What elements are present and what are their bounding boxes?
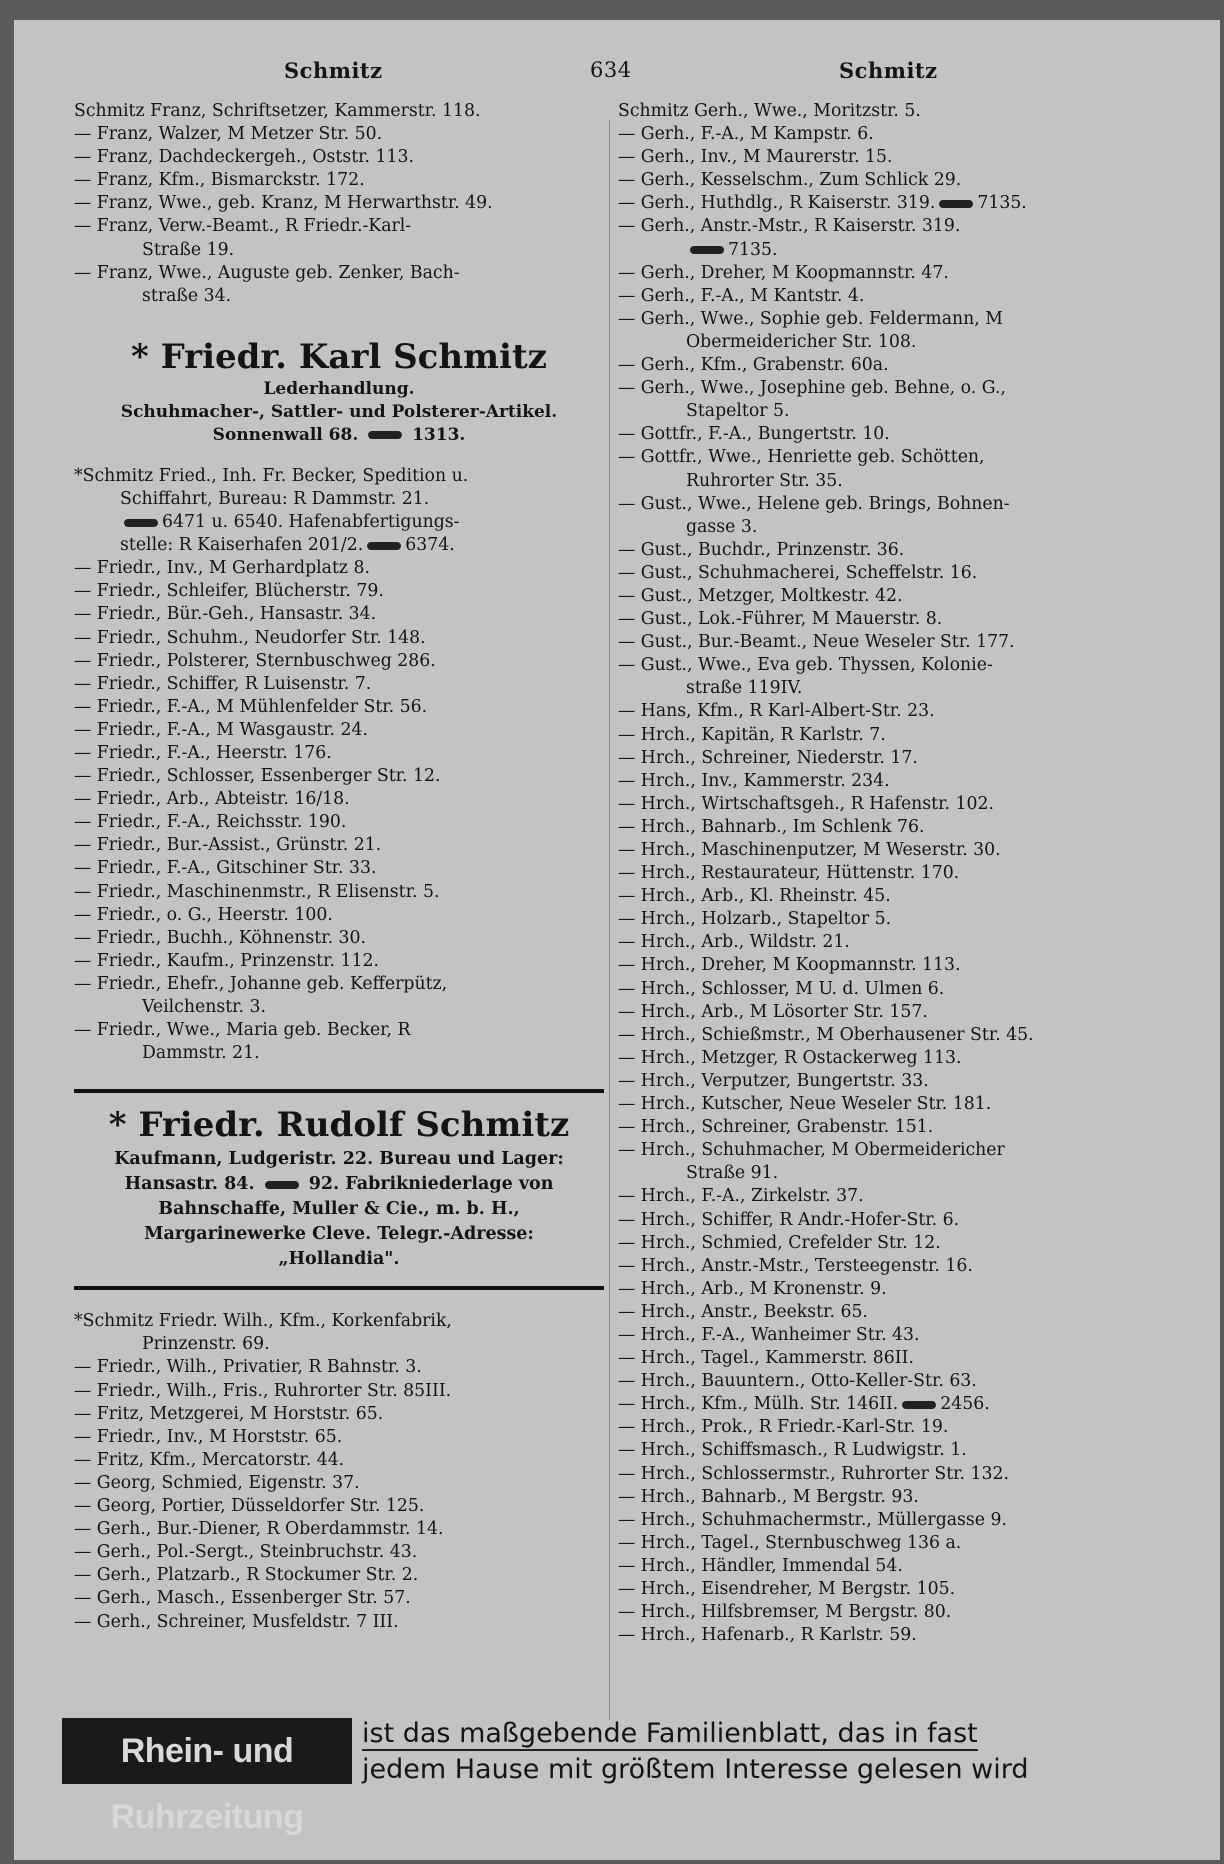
page-number: 634 (590, 58, 632, 82)
list-item: — Gerh., Masch., Essenberger Str. 57. (74, 1588, 411, 1609)
list-item: — Gerh., Kfm., Grabenstr. 60a. (618, 355, 889, 376)
list-item: — Hrch., Arb., M Lösorter Str. 157. (618, 1001, 928, 1022)
list-item: — Georg, Schmied, Eigenstr. 37. (74, 1472, 360, 1493)
list-item: — Gerh., Dreher, M Koopmannstr. 47. (618, 262, 949, 283)
list-item: — Gerh., Inv., M Maurerstr. 15. (618, 147, 893, 168)
list-item: — Friedr., Inv., M Horststr. 65. (74, 1426, 343, 1447)
list-item: — Hrch., F.-A., Zirkelstr. 37. (618, 1186, 864, 1207)
entry-line: stelle: R Kaiserhafen 201/2. 6374. (120, 535, 455, 556)
list-item: — Hrch., Arb., M Kronenstr. 9. (618, 1278, 887, 1299)
ad-karl-phone: 1313. (412, 424, 466, 445)
column-divider (609, 120, 610, 1720)
entry-line: Schiffahrt, Bureau: R Dammstr. 21. (120, 488, 430, 509)
telephone-icon (690, 246, 724, 254)
list-item: — Gust., Metzger, Moltkestr. 42. (618, 585, 903, 606)
entry-group-franz (74, 100, 604, 308)
list-item: — Hrch., Arb., Kl. Rheinstr. 45. (618, 886, 891, 907)
list-item: — Franz, Wwe., geb. Kranz, M Herwarthstr. 49. (74, 193, 493, 214)
list-item: — Hrch., Schmied, Crefelder Str. 12. (618, 1232, 941, 1253)
list-item: — Friedr., Bür.-Geh., Hansastr. 34. (74, 604, 377, 625)
list-item: — Friedr., Inv., M Gerhardplatz 8. (74, 558, 370, 579)
list-item: — Hrch., Tagel., Kammerstr. 86II. (618, 1348, 914, 1369)
list-item: Schmitz Gerh., Wwe., Moritzstr. 5. (618, 101, 921, 121)
newspaper-logo: Rhein- und Ruhrzeitung (62, 1718, 352, 1784)
entry-group-friedr-wilh (74, 1310, 604, 1633)
list-item: — Friedr., Polsterer, Sternbuschweg 286. (74, 650, 436, 671)
list-item: — Friedr., F.-A., Reichsstr. 190. (74, 812, 347, 833)
list-item: — Friedr., Kaufm., Prinzenstr. 112. (74, 950, 379, 971)
list-item: — Gerh., Bur.-Diener, R Oberdammstr. 14. (74, 1519, 444, 1540)
list-item: — Friedr., Maschinenmstr., R Elisenstr. 5. (74, 881, 440, 902)
list-item: — Franz, Kfm., Bismarckstr. 172. (74, 170, 365, 191)
list-item: — Hrch., Inv., Kammerstr. 234. (618, 770, 890, 791)
list-item: — Gerh., Huthdlg., R Kaiserstr. 319. 7135. (618, 193, 1027, 214)
ad-rudolf-line4: Margarinewerke Cleve. Telegr.-Adresse: (144, 1224, 534, 1245)
ad-karl-line2: Schuhmacher-, Sattler- und Polsterer-Artikel. (120, 401, 558, 422)
list-item: — Fritz, Kfm., Mercatorstr. 44. (74, 1449, 345, 1470)
list-item: — Friedr., Schiffer, R Luisenstr. 7. (74, 673, 372, 694)
telephone-icon (939, 200, 973, 208)
list-item: — Friedr., F.-A., Gitschiner Str. 33. (74, 858, 377, 879)
list-item: — Hans, Kfm., R Karl-Albert-Str. 23. (618, 701, 935, 722)
list-item: — Friedr., F.-A., M Mühlenfelder Str. 56. (74, 696, 428, 717)
list-item: — Hrch., Schlosser, M U. d. Ulmen 6. (618, 978, 945, 999)
ad-karl-address: Sonnenwall 68. (212, 424, 359, 445)
list-item: — Hrch., Schiffer, R Andr.-Hofer-Str. 6. (618, 1209, 960, 1230)
list-item: — Hrch., Schuhmacher, M Obermeidericher Straße 91. (618, 1140, 1005, 1184)
list-item: — Hrch., Anstr.-Mstr., Tersteegenstr. 16. (618, 1255, 973, 1276)
list-item: — Hrch., Schreiner, Grabenstr. 151. (618, 1117, 934, 1138)
list-item: — Hrch., Händler, Immendal 54. (618, 1555, 903, 1576)
list-item: — Hrch., Holzarb., Stapeltor 5. (618, 909, 892, 930)
list-item: — Hrch., Metzger, R Ostackerweg 113. (618, 1047, 962, 1068)
list-item: — Friedr., Schlosser, Essenberger Str. 12. (74, 766, 441, 787)
list-item: — Georg, Portier, Düsseldorfer Str. 125. (74, 1496, 425, 1517)
list-item: — Hrch., Eisendreher, M Bergstr. 105. (618, 1579, 956, 1599)
list-item: — Friedr., Schuhm., Neudorfer Str. 148. (74, 627, 426, 648)
list-item: Schmitz Franz, Schriftsetzer, Kammerstr. 118. (74, 101, 481, 121)
list-item: — Gerh., F.-A., M Kampstr. 6. (618, 124, 874, 145)
footer-advertisement (62, 1716, 1162, 1836)
list-item: — Hrch., Arb., Wildstr. 21. (618, 932, 850, 953)
list-item: — Hrch., Schlossermstr., Ruhrorter Str. 132. (618, 1463, 1009, 1484)
directory-page (14, 20, 1220, 1860)
entry-friedr-spedition (74, 465, 604, 557)
list-item: — Hrch., Kfm., Mülh. Str. 146II. 2456. (618, 1394, 990, 1415)
list-item: — Gerh., F.-A., M Kantstr. 4. (618, 285, 865, 306)
list-item: — Friedr., Ehefr., Johanne geb. Kefferpütz, Veilchenstr. 3. (74, 973, 448, 1017)
ad-rudolf-line1: Kaufmann, Ludgeristr. 22. Bureau und Lager: (114, 1149, 564, 1170)
ad-rudolf-line2: Hansastr. 84. 92. Fabrikniederlage von (124, 1174, 554, 1195)
list-item: — Friedr., Wilh., Privatier, R Bahnstr. 3. (74, 1357, 422, 1378)
list-item: — Gerh., Anstr.-Mstr., R Kaiserstr. 319. 7135. (618, 216, 961, 260)
list-item: — Hrch., Prok., R Friedr.-Karl-Str. 19. (618, 1417, 949, 1438)
ad-rudolf-name: * Friedr. Rudolf Schmitz (108, 1105, 570, 1146)
ad-rudolf-line3: Bahnschaffe, Muller & Cie., m. b. H., (158, 1199, 520, 1220)
list-item: — Hrch., Hilfsbremser, M Bergstr. 80. (618, 1602, 952, 1623)
list-item: — Hrch., Restaurateur, Hüttenstr. 170. (618, 863, 960, 884)
list-item: — Hrch., Verputzer, Bungertstr. 33. (618, 1070, 929, 1091)
list-item: — Gerh., Pol.-Sergt., Steinbruchstr. 43. (74, 1542, 418, 1563)
list-item: — Hrch., Dreher, M Koopmannstr. 113. (618, 955, 961, 976)
running-head-left: Schmitz (284, 58, 383, 83)
ad-karl-line1: Lederhandlung. (263, 378, 415, 399)
list-item: — Hrch., Wirtschaftsgeh., R Hafenstr. 102. (618, 793, 994, 814)
list-item: — Hrch., Tagel., Sternbuschweg 136 a. (618, 1532, 962, 1553)
list-item: — Hrch., Bauuntern., Otto-Keller-Str. 63. (618, 1371, 977, 1392)
list-item: — Friedr., Buchh., Köhnenstr. 30. (74, 927, 367, 948)
slogan-line1: ist das maßgebende Familienblatt, das in fast (362, 1718, 978, 1749)
list-item: — Gottfr., F.-A., Bungertstr. 10. (618, 424, 890, 445)
ad-karl-name: * Friedr. Karl Schmitz (131, 336, 547, 377)
list-item: — Gerh., Kesselschm., Zum Schlick 29. (618, 170, 962, 191)
list-item: — Franz, Wwe., Auguste geb. Zenker, Bach- straße 34. (74, 262, 460, 306)
list-item: — Gerh., Platzarb., R Stockumer Str. 2. (74, 1565, 419, 1586)
list-item: *Schmitz Friedr. Wilh., Kfm., Korkenfabrik, Prinzenstr. 69. (74, 1311, 452, 1355)
list-item: — Hrch., Bahnarb., M Bergstr. 93. (618, 1486, 919, 1507)
entry-line: *Schmitz Fried., Inh. Fr. Becker, Spedition u. (74, 465, 469, 486)
telephone-icon (367, 542, 401, 550)
list-item: — Hrch., Schreiner, Niederstr. 17. (618, 747, 918, 768)
telephone-icon (265, 1181, 299, 1189)
list-item: — Hrch., Schuhmachermstr., Müllergasse 9. (618, 1509, 1008, 1530)
telephone-icon (902, 1401, 936, 1409)
list-item: — Franz, Verw.-Beamt., R Friedr.-Karl- Straße 19. (74, 216, 412, 260)
list-item: — Hrch., Anstr., Beekstr. 65. (618, 1301, 868, 1322)
slogan-line2: jedem Hause mit größtem Interesse gelesen wird (362, 1754, 1029, 1785)
list-item: — Gust., Wwe., Eva geb. Thyssen, Kolonie- straße 119IV. (618, 655, 993, 699)
entry-group-friedr (74, 557, 604, 1065)
list-item: — Friedr., Wwe., Maria geb. Becker, R Dammstr. 21. (74, 1020, 411, 1064)
ad-rudolf-line5: „Hollandia". (278, 1249, 400, 1270)
list-item: — Hrch., Hafenarb., R Karlstr. 59. (618, 1625, 917, 1646)
list-item: — Gerh., Wwe., Josephine geb. Behne, o. G., Stapeltor 5. (618, 378, 1006, 422)
running-head-right: Schmitz (839, 58, 938, 83)
entry-line: 6471 u. 6540. Hafenabfertigungs- (74, 511, 604, 534)
list-item: — Hrch., Kutscher, Neue Weseler Str. 181. (618, 1094, 992, 1115)
list-item: — Hrch., Schießmstr., M Oberhausener Str. 45. (618, 1024, 1034, 1045)
list-item: — Hrch., Maschinenputzer, M Weserstr. 30. (618, 840, 1001, 860)
list-item: — Gust., Bur.-Beamt., Neue Weseler Str. 177. (618, 632, 1015, 653)
list-item: — Gerh., Wwe., Sophie geb. Feldermann, M Obermeidericher Str. 108. (618, 308, 1003, 352)
list-item: — Gust., Buchdr., Prinzenstr. 36. (618, 539, 905, 560)
list-item: — Friedr., Bur.-Assist., Grünstr. 21. (74, 835, 382, 856)
list-item: — Franz, Dachdeckergeh., Oststr. 113. (74, 147, 414, 168)
list-item: — Gust., Schuhmacherei, Scheffelstr. 16. (618, 562, 978, 583)
telephone-icon (368, 431, 402, 439)
list-item: — Friedr., Wilh., Fris., Ruhrorter Str. 85III. (74, 1380, 452, 1401)
right-column (618, 100, 1148, 1647)
list-item: — Hrch., Schiffsmasch., R Ludwigstr. 1. (618, 1440, 967, 1461)
left-column (74, 100, 604, 1634)
list-item: — Hrch., Bahnarb., Im Schlenk 76. (618, 816, 925, 837)
list-item: — Hrch., Kapitän, R Karlstr. 7. (618, 724, 886, 745)
list-item: — Gust., Wwe., Helene geb. Brings, Bohnen- gasse 3. (618, 493, 1010, 537)
list-item: — Friedr., o. G., Heerstr. 100. (74, 904, 333, 925)
entry-group-gerh-hrch (618, 100, 1148, 1647)
list-item: — Gottfr., Wwe., Henriette geb. Schötten, Ruhrorter Str. 35. (618, 447, 985, 491)
list-item: — Fritz, Metzgerei, M Horststr. 65. (74, 1403, 384, 1424)
ad-karl-line3 (74, 424, 604, 447)
list-item: — Hrch., F.-A., Wanheimer Str. 43. (618, 1324, 920, 1345)
ad-friedr-rudolf-schmitz (74, 1089, 604, 1290)
ad-friedr-karl-schmitz (74, 336, 604, 447)
list-item: — Gerh., Schreiner, Musfeldstr. 7 III. (74, 1611, 399, 1632)
list-item: — Franz, Walzer, M Metzer Str. 50. (74, 124, 383, 145)
telephone-icon (124, 519, 158, 527)
list-item: — Friedr., F.-A., Heerstr. 176. (74, 742, 332, 763)
list-item: — Friedr., Schleifer, Blücherstr. 79. (74, 581, 384, 602)
list-item: — Gust., Lok.-Führer, M Mauerstr. 8. (618, 609, 943, 630)
list-item: — Friedr., Arb., Abteistr. 16/18. (74, 789, 350, 810)
list-item: — Friedr., F.-A., M Wasgaustr. 24. (74, 719, 369, 740)
